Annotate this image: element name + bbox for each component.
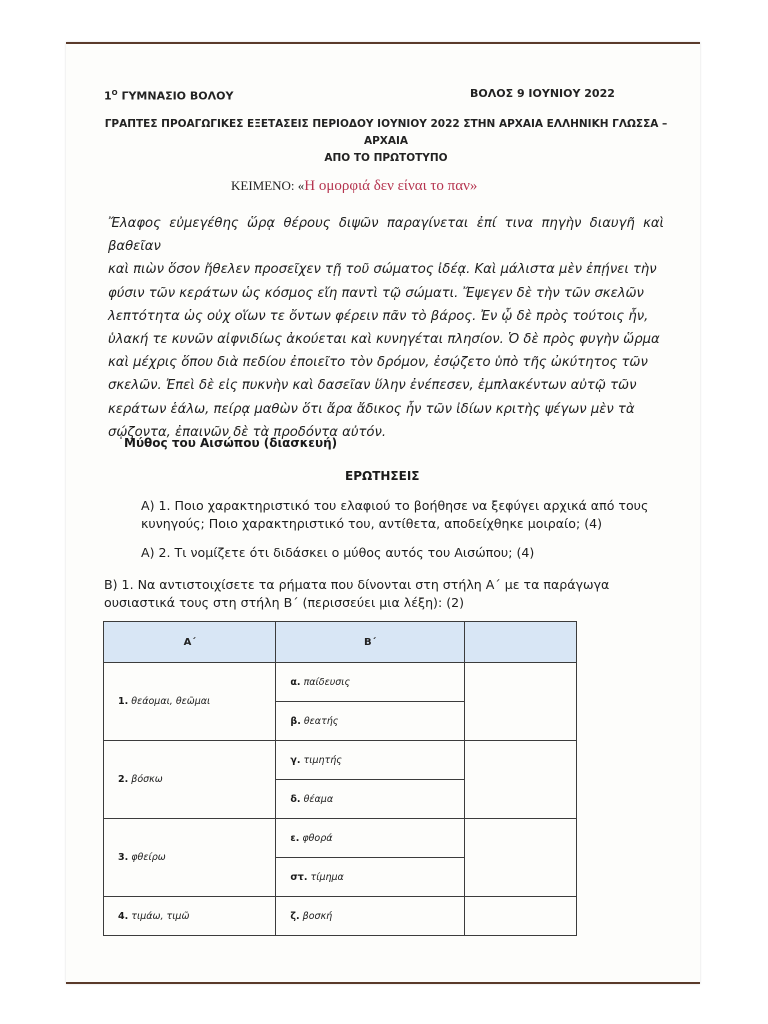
verb-number: 2. [118, 774, 129, 785]
noun-cell [276, 897, 464, 936]
text-heading [231, 178, 477, 195]
noun-letter: γ. [290, 754, 301, 766]
column-b-header: Β΄ [276, 622, 464, 663]
noun-cell [276, 780, 464, 819]
noun-letter: στ. [290, 871, 308, 883]
verb-cell [104, 819, 276, 897]
question-a1 [141, 497, 681, 533]
verb-cell [104, 663, 276, 741]
ancient-line: λεπτότητα ὡς οὐχ οἵων τε ὄντων φέρειν πᾶν τὸ βάρος. Ἐν ᾧ δὲ πρὸς τούτοις ἦν, [108, 308, 649, 324]
column-answer-header [464, 622, 576, 663]
verb-cell [104, 897, 276, 936]
noun-cell [276, 702, 464, 741]
verb-number: 4. [118, 910, 129, 922]
noun-letter: β. [290, 715, 301, 727]
answer-cell[interactable] [464, 663, 576, 741]
question-b1 [104, 576, 684, 612]
noun-cell [276, 663, 464, 702]
exam-title-line1: ΓΡΑΠΤΕΣ ΠΡΟΑΓΩΓΙΚΕΣ ΕΞΕΤΑΣΕΙΣ ΠΕΡΙΟΔΟΥ ΙΟΥΝΙΟΥ 2022 ΣΤΗΝ ΑΡΧΑΙΑ ΕΛΛΗΝΙΚΗ ΓΛΩΣΣΑ – ΑΡΧΑΙΑ [104, 118, 668, 147]
verb-text: βόσκω [131, 774, 163, 785]
noun-cell [276, 858, 464, 897]
column-a-header: Α΄ [104, 622, 276, 663]
verb-text: φθείρω [131, 852, 166, 863]
noun-letter: ζ. [290, 910, 300, 922]
table-row [104, 819, 577, 858]
noun-letter: δ. [290, 793, 301, 805]
ancient-line: Ἔλαφος εὐμεγέθης ὥρᾳ θέρους διψῶν παραγίνεται ἐπί τινα πηγὴν διαυγῆ καὶ βαθεῖαν [108, 216, 664, 255]
exam-title [96, 116, 676, 167]
table-header-row [104, 622, 577, 663]
text-heading-label: ΚΕΙΜΕΝΟ: « [231, 178, 305, 193]
ancient-line: ὑλακή τε κυνῶν αἰφνιδίως ἀκούεται καὶ κυνηγέται πλησίον. Ὁ δὲ πρὸς φυγὴν ὥρμα [108, 332, 660, 348]
ancient-line: σκελῶν. Ἐπεὶ δὲ εἰς πυκνὴν καὶ δασεῖαν ὕλην ἐνέπεσεν, ἐμπλακέντων αὐτῷ τῶν [108, 378, 637, 394]
noun-text: τιμητής [303, 754, 342, 766]
answer-cell[interactable] [464, 897, 576, 936]
answer-cell[interactable] [464, 819, 576, 897]
question-a2: Α) 2. Τι νομίζετε ότι διδάσκει ο μύθος αυτός του Αισώπου; (4) [141, 545, 535, 560]
noun-text: βοσκή [302, 910, 333, 922]
noun-cell [276, 819, 464, 858]
verb-text: θεάομαι, θεῶμαι [131, 696, 211, 707]
school-name [104, 89, 233, 103]
school-number: 1 [104, 89, 112, 103]
question-a1-line2: κυνηγούς; Ποιο χαρακτηριστικό του, αντίθετα, αποδείχθηκε μοιραίο; (4) [141, 516, 603, 531]
noun-text: θέαμα [303, 793, 334, 805]
matching-table [103, 621, 577, 936]
school-label: ΓΥΜΝΑΣΙΟ ΒΟΛΟΥ [117, 89, 234, 103]
verb-number: 3. [118, 852, 129, 863]
questions-heading: ΕΡΩΤΗΣΕΙΣ [345, 469, 420, 483]
table-row [104, 663, 577, 702]
verb-cell [104, 741, 276, 819]
question-a1-line1: Α) 1. Ποιο χαρακτηριστικό του ελαφιού το βοήθησε να ξεφύγει αρχικά από τους [141, 498, 649, 513]
exam-date: ΒΟΛΟΣ 9 ΙΟΥΝΙΟΥ 2022 [470, 87, 615, 100]
verb-text: τιμάω, τιμῶ [131, 910, 190, 922]
ancient-line: σῴζοντα, ἐπαινῶν δὲ τὰ προδόντα αὐτόν. [108, 424, 387, 440]
ancient-line: καὶ μέχρις ὅπου διὰ πεδίου ἐποιεῖτο τὸν δρόμον, ἐσῴζετο ὑπὸ τῆς ὠκύτητος τῶν [108, 355, 648, 371]
ancient-line: κεράτων ἑάλω, πείρᾳ μαθὼν ὅτι ἄρα ἄδικος ἦν τῶν ἰδίων κριτὴς ψέγων μὲν τὰ [108, 401, 635, 417]
exam-title-line2: ΑΠΟ ΤΟ ΠΡΩΤΟΤΥΠΟ [324, 152, 448, 164]
text-heading-title: Η ομορφιά δεν είναι το παν» [304, 178, 478, 194]
table-row [104, 897, 577, 936]
noun-cell [276, 741, 464, 780]
ancient-line: καὶ πιὼν ὅσον ἤθελεν προσεῖχεν τῇ τοῦ σώματος ἰδέᾳ. Καὶ μάλιστα μὲν ἐπῄνει τὴν [108, 262, 657, 278]
answer-cell[interactable] [464, 741, 576, 819]
noun-text: παίδευσις [303, 676, 351, 688]
noun-text: τίμημα [310, 871, 344, 883]
noun-text: θεατής [303, 715, 339, 727]
question-b1-line2: ουσιαστικά τους στη στήλη Β΄ (περισσεύει μια λέξη): (2) [104, 595, 465, 610]
noun-letter: ε. [290, 832, 300, 844]
ancient-line: φύσιν τῶν κεράτων ὡς κόσμος εἴη παντὶ τῷ σώματι. Ἔψεγεν δὲ τὴν τῶν σκελῶν [108, 285, 644, 301]
question-b1-line1: Β) 1. Να αντιστοιχίσετε τα ρήματα που δίνονται στη στήλη Α΄ με τα παράγωγα [104, 577, 610, 592]
school-ordinal: Ο [111, 89, 118, 97]
noun-letter: α. [290, 676, 301, 688]
table-row [104, 741, 577, 780]
ancient-text [108, 212, 664, 444]
verb-number: 1. [118, 696, 129, 707]
text-source: Μύθος του Αισώπου (διασκευή) [124, 436, 338, 450]
noun-text: φθορά [302, 832, 333, 844]
